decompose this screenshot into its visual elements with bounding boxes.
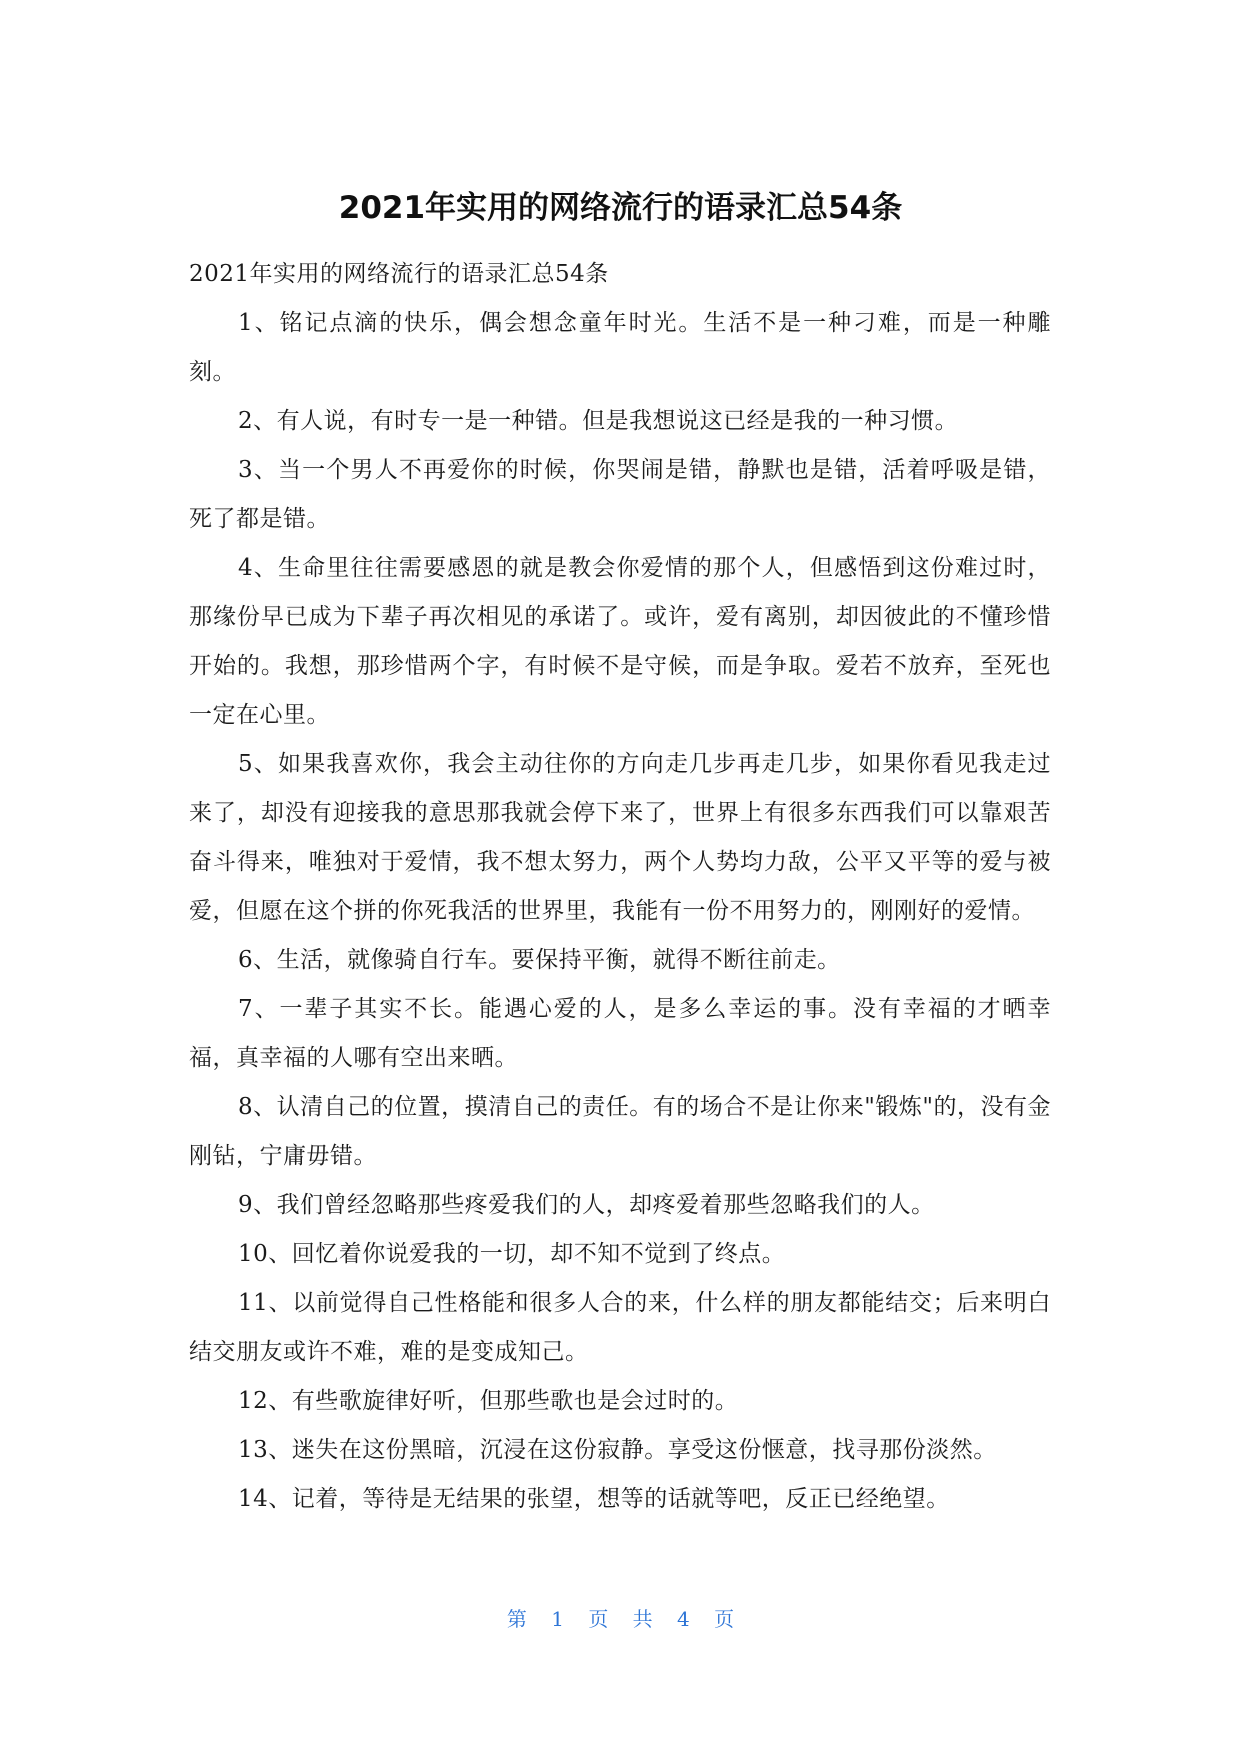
document-body	[189, 250, 1051, 1524]
page-number: 第 1 页 共 4 页	[506, 1607, 735, 1631]
quote-item-7: 7、一辈子其实不长。能遇心爱的人，是多么幸运的事。没有幸福的才晒幸福，真幸福的人哪有空出来晒。	[189, 996, 1051, 1071]
quote-item-9: 9、我们曾经忽略那些疼爱我们的人，却疼爱着那些忽略我们的人。	[238, 1192, 935, 1218]
quote-item-3: 3、当一个男人不再爱你的时候，你哭闹是错，静默也是错，活着呼吸是错，死了都是错。	[189, 457, 1051, 532]
quote-item-11: 11、以前觉得自己性格能和很多人合的来，什么样的朋友都能结交；后来明白结交朋友或许不难，难的是变成知己。	[189, 1290, 1051, 1365]
quote-item-12: 12、有些歌旋律好听，但那些歌也是会过时的。	[238, 1388, 739, 1414]
quote-item-8: 8、认清自己的位置，摸清自己的责任。有的场合不是让你来"锻炼"的，没有金刚钻，宁庸毋错。	[189, 1094, 1051, 1169]
quote-item-6: 6、生活，就像骑自行车。要保持平衡，就得不断往前走。	[238, 947, 841, 973]
quote-item-14: 14、记着，等待是无结果的张望，想等的话就等吧，反正已经绝望。	[238, 1486, 950, 1512]
quote-item-2: 2、有人说，有时专一是一种错。但是我想说这已经是我的一种习惯。	[238, 408, 959, 434]
quote-item-5: 5、如果我喜欢你，我会主动往你的方向走几步再走几步，如果你看见我走过来了，却没有迎接我的意思那我就会停下来了，世界上有很多东西我们可以靠艰苦奋斗得来，唯独对于爱情，我不想太努力，两个人势均力敌，公平又平等的爱与被爱，但愿在这个拼的你死我活的世界里，我能有一份不用努力的，刚刚好的爱情。	[189, 751, 1051, 924]
quote-item-4: 4、生命里往往需要感恩的就是教会你爱情的那个人，但感悟到这份难过时，那缘份早已成为下辈子再次相见的承诺了。或许，爱有离别，却因彼此的不懂珍惜开始的。我想，那珍惜两个字，有时候不是守候，而是争取。爱若不放弃，至死也一定在心里。	[189, 555, 1051, 728]
document-subtitle: 2021年实用的网络流行的语录汇总54条	[189, 261, 609, 287]
document-title: 2021年实用的网络流行的语录汇总54条	[338, 190, 903, 226]
quote-item-13: 13、迷失在这份黑暗，沉浸在这份寂静。享受这份惬意，找寻那份淡然。	[238, 1437, 997, 1463]
quote-item-1: 1、铭记点滴的快乐，偶会想念童年时光。生活不是一种刁难，而是一种雕刻。	[189, 310, 1051, 385]
quote-item-10: 10、回忆着你说爱我的一切，却不知不觉到了终点。	[238, 1241, 786, 1267]
